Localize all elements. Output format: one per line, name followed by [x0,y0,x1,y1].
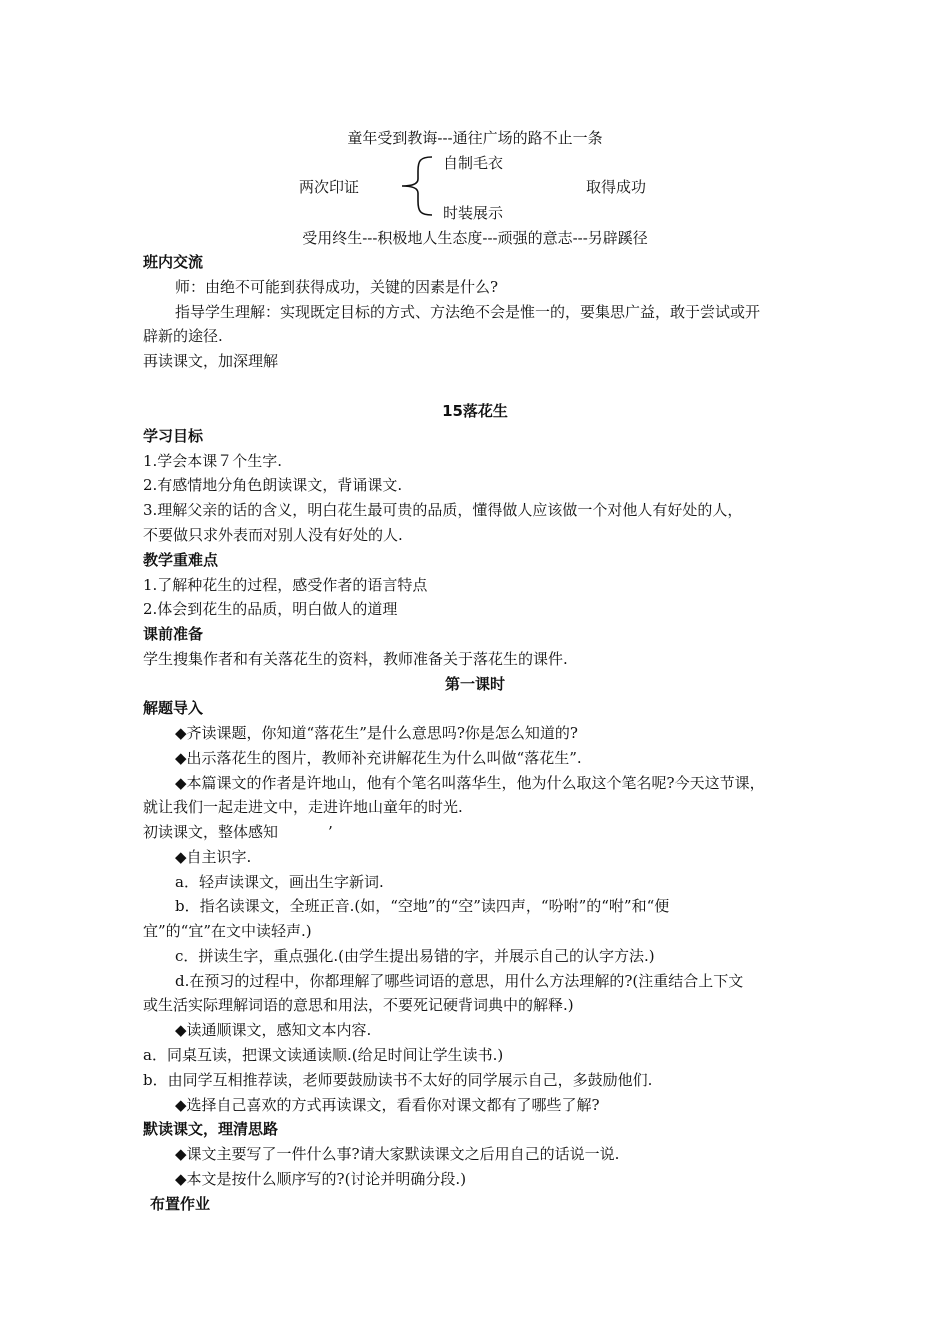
heading-goals: 学习目标 [143,427,204,445]
heading-homework: 布置作业 [150,1195,211,1213]
key-point-1: 1.了解种花生的过程，感受作者的语言特点 [143,576,428,594]
heading-key-points: 教学重难点 [143,551,219,569]
curly-brace-icon [398,155,434,217]
self-study-b-line-1: b．指名读课文，全班正音.(如，“空地”的“空”读四声，“吩咐”的“咐”和“便 [175,897,670,915]
heading-preparation: 课前准备 [143,625,204,643]
fluent-reading-item: ◆读通顺课文，感知文本内容. [175,1021,372,1039]
period-title: 第一课时 [444,675,505,693]
intro-item-3-line-2: 就让我们一起走进文中，走进许地山童年的时光. [143,798,463,816]
goal-1: 1.学会本课７个生字. [143,452,283,470]
diagram-line-1: 童年受到教诲---通往广场的路不止一条 [347,129,603,147]
self-study-b-line-2: 宜”的“宜”在文中读轻声.) [143,922,312,940]
self-study-item: ◆自主识字. [175,848,252,866]
heading-class-exchange: 班内交流 [143,253,204,271]
choose-reading-item: ◆选择自己喜欢的方式再读课文，看看你对课文都有了哪些了解? [175,1096,600,1114]
self-study-a: a．轻声读课文，画出生字新词. [175,873,384,891]
goal-2: 2.有感情地分角色朗读课文，背诵课文. [143,476,403,494]
diagram-line-3: 受用终生---积极地人生态度---顽强的意志---另辟蹊径 [302,229,648,247]
paragraph-guidance-1: 指导学生理解：实现既定目标的方式、方法绝不会是惟一的，要集思广益，敢于尝试或开 [175,303,761,321]
preparation-text: 学生搜集作者和有关落花生的资料，教师准备关于落花生的课件. [143,650,568,668]
key-point-2: 2.体会到花生的品质，明白做人的道理 [143,600,398,618]
silent-reading-item-1: ◆课文主要写了一件什么事?请大家默读课文之后用自己的话说一说. [175,1145,620,1163]
heading-silent-reading: 默读课文，理清思路 [143,1120,279,1138]
lesson-title: 15落花生 [442,402,508,420]
silent-reading-item-2: ◆本文是按什么顺序写的?(讨论并明确分段.) [175,1170,467,1188]
first-read-heading: 初读课文，整体感知 [143,823,279,841]
diagram-right-label: 取得成功 [586,178,647,196]
self-study-d-line-1: d.在预习的过程中，你都理解了哪些词语的意思，用什么方法理解的?(注重结合上下文 [175,972,744,990]
goal-3-line-1: 3.理解父亲的话的含义，明白花生最可贵的品质，懂得做人应该做一个对他人有好处的人， [143,501,743,519]
stray-mark: ’ [328,823,333,841]
fluent-reading-a: a．同桌互读，把课文读通读顺.(给足时间让学生读书.) [143,1046,504,1064]
diagram-left-label: 两次印证 [299,178,360,196]
intro-item-1: ◆齐读课题，你知道“落花生”是什么意思吗?你是怎么知道的? [175,724,578,742]
intro-item-3-line-1: ◆本篇课文的作者是许地山，他有个笔名叫落华生，他为什么取这个笔名呢?今天这节课， [175,774,765,792]
goal-3-line-2: 不要做只求外表而对别人没有好处的人. [143,526,403,544]
diagram-branch-top: 自制毛衣 [443,154,504,172]
diagram-branch-bottom: 时装展示 [443,204,504,222]
paragraph-teacher-question: 师：由绝不可能到获得成功，关键的因素是什么? [175,278,499,296]
self-study-c: c．拼读生字，重点强化.(由学生提出易错的字，并展示自己的认字方法.) [175,947,655,965]
intro-item-2: ◆出示落花生的图片，教师补充讲解花生为什么叫做“落花生”. [175,749,582,767]
paragraph-reread: 再读课文，加深理解 [143,352,279,370]
heading-intro: 解题导入 [143,699,204,717]
self-study-d-line-2: 或生活实际理解词语的意思和用法，不要死记硬背词典中的解释.) [143,996,574,1014]
fluent-reading-b: b．由同学互相推荐读，老师要鼓励读书不太好的同学展示自己，多鼓励他们. [143,1071,653,1089]
paragraph-guidance-2: 辟新的途径. [143,327,223,345]
